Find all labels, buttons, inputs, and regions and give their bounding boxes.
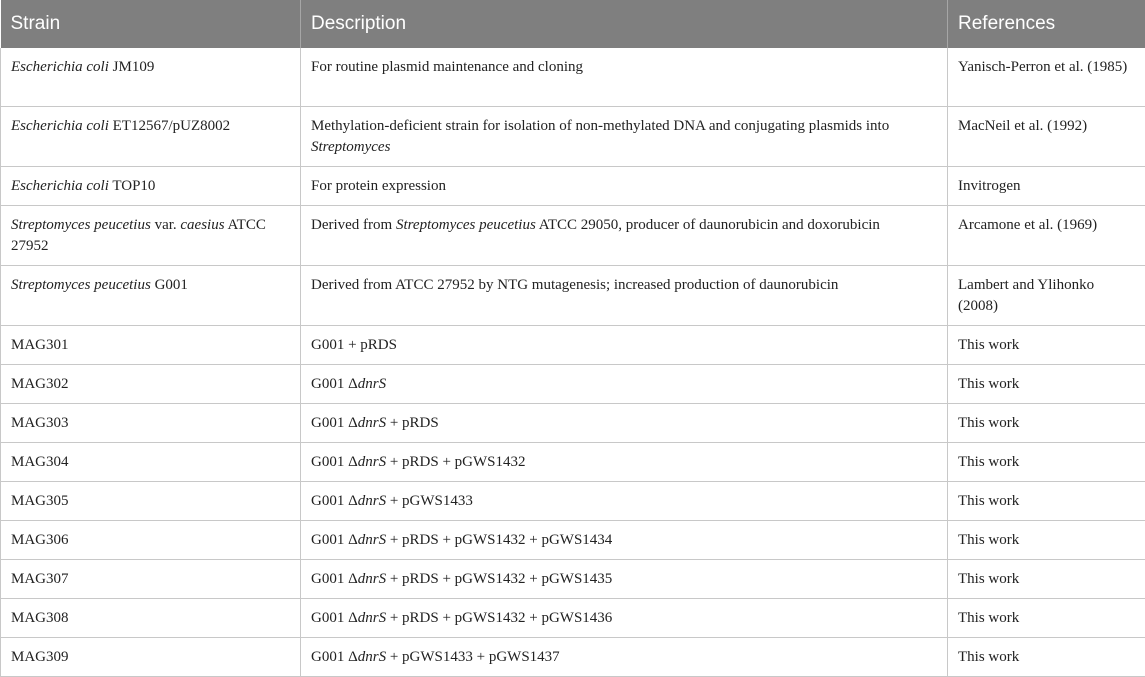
italic-text: caesius: [180, 217, 224, 233]
italic-text: dnrS: [358, 493, 386, 509]
reference-cell: This work: [948, 442, 1145, 481]
strain-cell: [1, 637, 301, 676]
table-row: [1, 403, 1145, 442]
text: + pGWS1433 + pGWS1437: [386, 649, 560, 665]
description-cell: [301, 403, 948, 442]
text: + pRDS + pGWS1432: [386, 454, 525, 470]
description-cell: [301, 442, 948, 481]
text: MAG307: [11, 571, 69, 587]
table-row: [1, 442, 1145, 481]
description-cell: [301, 265, 948, 325]
reference-cell: This work: [948, 325, 1145, 364]
reference-cell: This work: [948, 598, 1145, 637]
italic-text: dnrS: [358, 649, 386, 665]
column-header-references: References: [948, 0, 1145, 48]
text: Methylation-deficient strain for isolation of non-methylated DNA and conjugating plasmids into: [311, 118, 889, 134]
description-cell: [301, 106, 948, 166]
reference-cell: Invitrogen: [948, 166, 1145, 205]
strain-cell: [1, 166, 301, 205]
text: JM109: [109, 59, 154, 75]
table-row: [1, 520, 1145, 559]
italic-text: dnrS: [358, 415, 386, 431]
text: G001 Δ: [311, 376, 358, 392]
description-cell: [301, 481, 948, 520]
description-cell: [301, 205, 948, 265]
text: G001: [151, 277, 188, 293]
italic-text: Escherichia coli: [11, 59, 109, 75]
reference-cell: This work: [948, 637, 1145, 676]
text: MAG302: [11, 376, 69, 392]
table-row: [1, 637, 1145, 676]
description-cell: [301, 637, 948, 676]
italic-text: dnrS: [358, 532, 386, 548]
text: ATCC 29050, producer of daunorubicin and doxorubicin: [536, 217, 880, 233]
reference-cell: MacNeil et al. (1992): [948, 106, 1145, 166]
table-row: [1, 481, 1145, 520]
column-header-strain: Strain: [1, 0, 301, 48]
text: MAG303: [11, 415, 69, 431]
text: Derived from: [311, 217, 396, 233]
reference-cell: This work: [948, 559, 1145, 598]
strain-cell: [1, 598, 301, 637]
reference-cell: This work: [948, 520, 1145, 559]
description-cell: [301, 166, 948, 205]
text: G001 Δ: [311, 610, 358, 626]
italic-text: dnrS: [358, 376, 386, 392]
text: MAG305: [11, 493, 69, 509]
table-row: [1, 106, 1145, 166]
table-row: [1, 364, 1145, 403]
text: var.: [151, 217, 181, 233]
strain-cell: [1, 403, 301, 442]
strain-cell: [1, 364, 301, 403]
strain-cell: [1, 48, 301, 106]
table-row: [1, 48, 1145, 106]
strain-cell: [1, 265, 301, 325]
table-row: [1, 265, 1145, 325]
strain-cell: [1, 325, 301, 364]
text: Derived from ATCC 27952 by NTG mutagenesis; increased production of daunorubicin: [311, 277, 838, 293]
italic-text: dnrS: [358, 571, 386, 587]
text: For protein expression: [311, 178, 446, 194]
description-cell: [301, 559, 948, 598]
reference-cell: This work: [948, 364, 1145, 403]
italic-text: Streptomyces peucetius: [396, 217, 536, 233]
reference-cell: This work: [948, 481, 1145, 520]
column-header-description: Description: [301, 0, 948, 48]
description-cell: [301, 325, 948, 364]
text: G001 Δ: [311, 454, 358, 470]
text: G001 Δ: [311, 532, 358, 548]
text: MAG309: [11, 649, 69, 665]
description-cell: [301, 520, 948, 559]
text: G001 Δ: [311, 415, 358, 431]
text: TOP10: [109, 178, 156, 194]
strain-cell: [1, 205, 301, 265]
strain-cell: [1, 106, 301, 166]
table-row: [1, 325, 1145, 364]
reference-cell: This work: [948, 403, 1145, 442]
strain-cell: [1, 481, 301, 520]
text: MAG308: [11, 610, 69, 626]
reference-cell: Arcamone et al. (1969): [948, 205, 1145, 265]
table-row: [1, 559, 1145, 598]
table-body: [1, 48, 1145, 676]
text: + pRDS + pGWS1432 + pGWS1435: [386, 571, 612, 587]
text: G001 Δ: [311, 571, 358, 587]
text: MAG304: [11, 454, 69, 470]
italic-text: Streptomyces peucetius: [11, 277, 151, 293]
italic-text: Streptomyces peucetius: [11, 217, 151, 233]
table-row: [1, 166, 1145, 205]
italic-text: Escherichia coli: [11, 118, 109, 134]
italic-text: dnrS: [358, 610, 386, 626]
header-row: [1, 0, 1145, 48]
strain-cell: [1, 559, 301, 598]
strain-cell: [1, 442, 301, 481]
text: + pRDS: [386, 415, 439, 431]
text: ET12567/pUZ8002: [109, 118, 230, 134]
strain-cell: [1, 520, 301, 559]
italic-text: Escherichia coli: [11, 178, 109, 194]
table-header: [1, 0, 1145, 48]
text: G001 Δ: [311, 493, 358, 509]
text: + pRDS + pGWS1432 + pGWS1434: [386, 532, 612, 548]
text: For routine plasmid maintenance and cloning: [311, 59, 583, 75]
text: ATCC 27952: [11, 217, 266, 254]
table-row: [1, 205, 1145, 265]
italic-text: Streptomyces: [311, 139, 390, 155]
italic-text: dnrS: [358, 454, 386, 470]
table-row: [1, 598, 1145, 637]
reference-cell: Lambert and Ylihonko (2008): [948, 265, 1145, 325]
text: MAG301: [11, 337, 69, 353]
text: G001 + pRDS: [311, 337, 397, 353]
text: + pGWS1433: [386, 493, 473, 509]
reference-cell: Yanisch-Perron et al. (1985): [948, 48, 1145, 106]
description-cell: [301, 364, 948, 403]
description-cell: [301, 48, 948, 106]
text: G001 Δ: [311, 649, 358, 665]
text: + pRDS + pGWS1432 + pGWS1436: [386, 610, 612, 626]
text: MAG306: [11, 532, 69, 548]
description-cell: [301, 598, 948, 637]
